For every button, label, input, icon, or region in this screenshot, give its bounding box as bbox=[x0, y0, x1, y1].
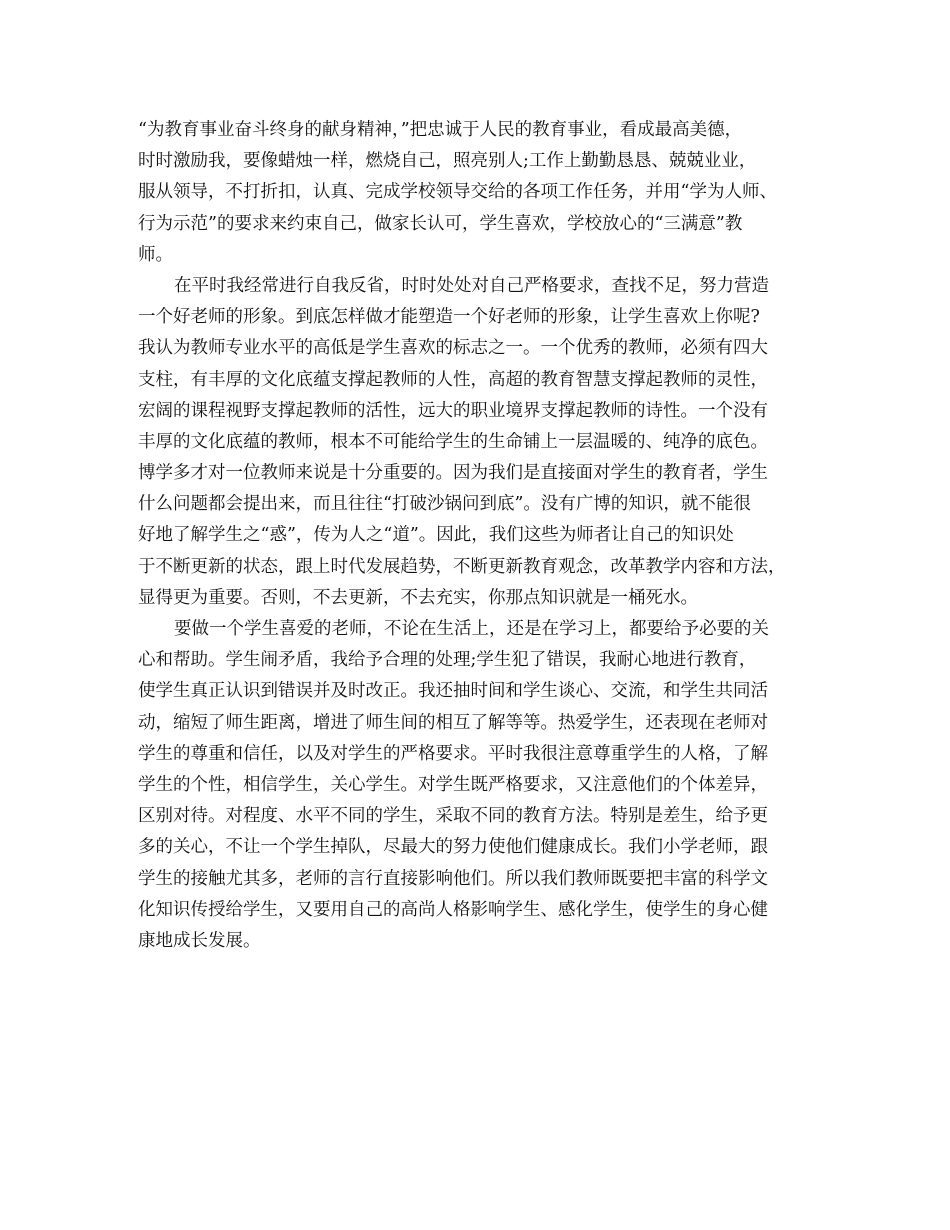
text-line: 行为示范”的要求来约束自己，做家长认可，学生喜欢，学校放心的“三满意”教 bbox=[138, 213, 743, 234]
text-line: 康地成长发展。 bbox=[138, 930, 261, 951]
text-line: 什么问题都会提出来，而且往往“打破沙锅问到底”。没有广博的知识，就不能很 bbox=[138, 494, 751, 515]
text-line: 要做一个学生喜爱的老师，不论在生活上，还是在学习上，都要给予必要的关 bbox=[174, 619, 769, 639]
text-line: 一个好老师的形象。到底怎样做才能塑造一个好老师的形象，让学生喜欢上你呢? bbox=[138, 307, 760, 328]
text-line: 服从领导，不打折扣，认真、完成学校领导交给的各项工作任务，并用“学为人师、 bbox=[138, 182, 777, 203]
text-line: 我认为教师专业水平的高低是学生喜欢的标志之一。一个优秀的教师，必须有四大 bbox=[138, 338, 768, 359]
text-line: 好地了解学生之“惑”，传为人之“道”。因此，我们这些为师者让自己的知识处 bbox=[138, 525, 734, 546]
text-line: 多的关心，不让一个学生掉队，尽最大的努力使他们健康成长。我们小学老师，跟 bbox=[138, 837, 768, 858]
text-line: 动，缩短了师生距离，增进了师生间的相互了解等等。热爱学生，还表现在老师对 bbox=[138, 712, 768, 733]
text-line: 师。 bbox=[138, 244, 173, 265]
text-line: 宏阔的课程视野支撑起教师的活性，远大的职业境界支撑起教师的诗性。一个没有 bbox=[138, 400, 768, 421]
document-body bbox=[138, 115, 828, 957]
paragraph bbox=[138, 271, 828, 614]
paragraph bbox=[138, 614, 828, 957]
text-line: 学生的个性，相信学生，关心学生。对学生既严格要求，又注意他们的个体差异， bbox=[138, 774, 768, 795]
text-line: 使学生真正认识到错误并及时改正。我还抽时间和学生谈心、交流，和学生共同活 bbox=[138, 681, 768, 702]
text-line: 时时激励我，要像蜡烛一样，燃烧自己，照亮别人;工作上勤勤恳恳、兢兢业业， bbox=[138, 151, 757, 172]
text-line: 支柱，有丰厚的文化底蕴支撑起教师的人性，高超的教育智慧支撑起教师的灵性， bbox=[138, 369, 768, 390]
text-line: 学生的尊重和信任，以及对学生的严格要求。平时我很注意尊重学生的人格，了解 bbox=[138, 743, 768, 764]
text-line: 显得更为重要。否则，不去更新，不去充实，你那点知识就是一桶死水。 bbox=[138, 587, 698, 608]
text-line: 化知识传授给学生，又要用自己的高尚人格影响学生、感化学生，使学生的身心健 bbox=[138, 899, 768, 920]
text-line: 于不断更新的状态，跟上时代发展趋势，不断更新教育观念，改革教学内容和方法， bbox=[138, 556, 786, 577]
text-line: “为教育事业奋斗终身的献身精神，”把忠诚于人民的教育事业，看成最高美德， bbox=[138, 120, 743, 140]
text-line: 丰厚的文化底蕴的教师，根本不可能给学生的生命铺上一层温暖的、纯净的底色。 bbox=[138, 431, 768, 452]
text-line: 在平时我经常进行自我反省，时时处处对自己严格要求，查找不足，努力营造 bbox=[174, 275, 769, 296]
paragraph bbox=[138, 115, 828, 271]
text-line: 学生的接触尤其多，老师的言行直接影响他们。所以我们教师既要把丰富的科学文 bbox=[138, 868, 768, 889]
text-line: 心和帮助。学生闹矛盾，我给予合理的处理;学生犯了错误，我耐心地进行教育， bbox=[138, 650, 757, 671]
text-line: 区别对待。对程度、水平不同的学生，采取不同的教育方法。特别是差生，给予更 bbox=[138, 806, 768, 827]
text-line: 博学多才对一位教师来说是十分重要的。因为我们是直接面对学生的教育者，学生 bbox=[138, 463, 768, 484]
